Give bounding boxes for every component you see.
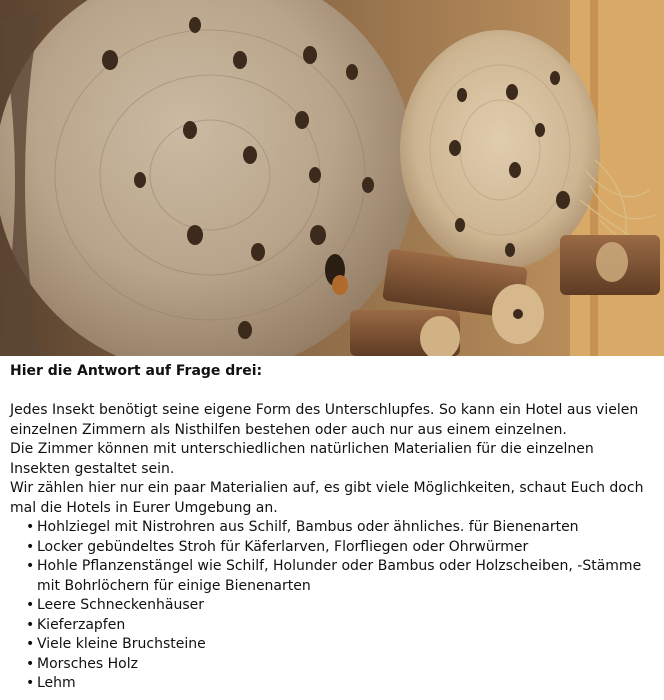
- list-item: • Locker gebündeltes Stroh für Käferlarven, Florfliegen oder Ohrwürmer: [26, 538, 656, 558]
- answer-text: [10, 362, 656, 694]
- list-item: • Morsches Holz: [26, 655, 656, 675]
- bullet-icon: •: [26, 538, 35, 555]
- bullet-icon: •: [26, 636, 35, 652]
- bullet-icon: •: [26, 675, 35, 691]
- bullet-icon: •: [26, 558, 35, 574]
- bullet-icon: •: [26, 519, 35, 535]
- list-item: • Hohlziegel mit Nistrohren aus Schilf, Bambus oder ähnliches. für Bienenarten: [26, 518, 656, 538]
- paragraph-1: Jedes Insekt benötigt seine eigene Form des Unterschlupfes. So kann ein Hotel aus vielen einzelnen Zimmern als Nisthilfen bestehen oder auch nur aus einem einzelnen.: [10, 402, 639, 438]
- materials-list: [10, 518, 656, 694]
- large-log-cut-face: [0, 0, 415, 356]
- bullet-icon: •: [26, 597, 35, 613]
- list-item: • Leere Schneckenhäuser: [26, 596, 656, 616]
- list-item: • Viele kleine Bruchsteine: [26, 635, 656, 655]
- list-item: • Kieferzapfen: [26, 616, 656, 636]
- bullet-icon: •: [26, 655, 35, 672]
- answer-heading: Hier die Antwort auf Frage drei:: [10, 363, 263, 379]
- list-item: • Lehm: [26, 674, 656, 694]
- paragraph-3: Wir zählen hier nur ein paar Materialien auf, es gibt viele Möglichkeiten, schaut Euch doch mal die Hotels in Eurer Umgebung an.: [10, 480, 644, 516]
- paragraph-2: Die Zimmer können mit unterschiedlichen natürlichen Materialien für die einzelnen Insekten gestaltet sein.: [10, 441, 594, 477]
- list-item: • Hohle Pflanzenstängel wie Schilf, Holunder oder Bambus oder Holzscheiben, -Stämme mit Bohrlöchern für einige Bienenarten: [26, 558, 642, 594]
- bullet-icon: •: [26, 616, 35, 633]
